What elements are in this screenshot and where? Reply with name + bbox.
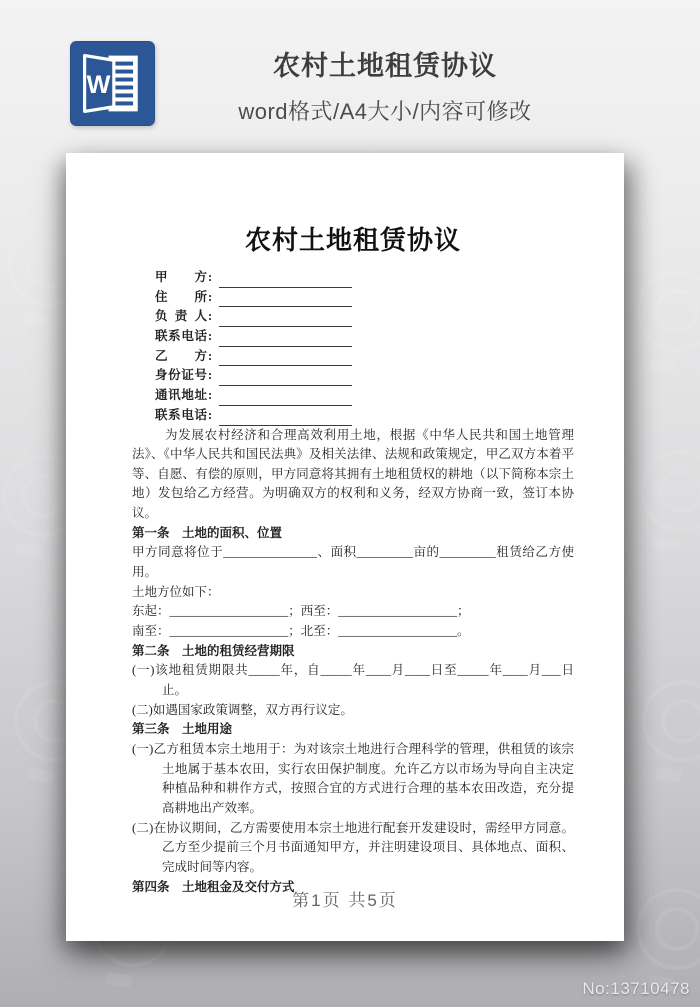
- paragraph: 土地方位如下：: [132, 584, 220, 599]
- document-content: [132, 153, 574, 941]
- section-heading: 第四条 土地租金及交付方式: [132, 879, 295, 894]
- field-colon: :: [208, 289, 213, 304]
- field-colon: :: [208, 348, 213, 363]
- intro-paragraph: 为发展农村经济和合理高效利用土地，根据《中华人民共和国土地管理法》、《中华人民共和国民法典》及相关法律、法规和政策规定，甲乙双方本着平等、自愿、有偿的原则，甲方同意将其拥有土地租赁权的耕地（以下简称本宗土地）发包给乙方经营。为明确双方的权利和义务，经双方协商一致，签订本协议。: [132, 427, 574, 521]
- field-row: [155, 327, 574, 347]
- watermark-swirl: [626, 436, 700, 547]
- watermark-swirl: [622, 874, 700, 985]
- paragraph: 东起：___________________；西至：___________________；: [132, 604, 470, 619]
- field-row: [155, 307, 574, 327]
- word-icon-letter: W: [86, 70, 111, 99]
- field-blank-underline: [219, 310, 352, 327]
- clause-item: (一)该地租赁期限共_____年，自_____年____月____日至_____年____月___日止。: [132, 663, 574, 698]
- clause-item: (二)如遇国家政策调整，双方再行议定。: [132, 702, 353, 717]
- field-label: 乙方: [155, 348, 207, 363]
- section-heading: 第一条 土地的面积、位置: [132, 525, 283, 540]
- stock-number: No:13710478: [582, 979, 690, 998]
- paragraph: 甲方同意将位于_______________、面积_________亩的_________租赁给乙方使用。: [132, 545, 574, 580]
- field-blank-underline: [219, 271, 352, 288]
- field-colon: :: [208, 329, 213, 344]
- field-row: [155, 366, 574, 386]
- document-page-preview[interactable]: [66, 153, 624, 941]
- clause-item: (二)在协议期间，乙方需要使用本宗土地进行配套开发建设时，需经甲方同意。乙方至少提前三个月书面通知甲方，并注明建设项目、具体地点、面积、完成时间等内容。: [132, 820, 574, 874]
- field-blank-underline: [219, 369, 352, 386]
- field-blank-underline: [219, 389, 352, 406]
- field-colon: :: [208, 309, 213, 324]
- field-colon: :: [208, 388, 213, 403]
- field-blank-underline: [219, 409, 352, 426]
- document-title: 农村土地租赁协议: [244, 226, 461, 255]
- field-label: 联系电话: [155, 407, 207, 422]
- field-colon: :: [208, 407, 213, 422]
- field-label: 负责人: [155, 309, 207, 324]
- field-row: [155, 386, 574, 406]
- field-row: [155, 288, 574, 308]
- section-heading: 第三条 土地用途: [132, 722, 233, 737]
- field-colon: :: [208, 269, 213, 284]
- template-subtitle: word格式/A4大小/内容可修改: [238, 99, 532, 124]
- preview-header: [0, 0, 700, 140]
- template-title: 农村土地租赁协议: [273, 51, 497, 81]
- field-label: 通讯地址: [155, 388, 207, 403]
- paragraph: 南至：___________________；北至：___________________。: [132, 624, 470, 639]
- watermark-swirl: [628, 666, 700, 777]
- watermark-swirl: [622, 256, 700, 367]
- page-indicator: 第1页 共5页: [292, 891, 398, 910]
- field-row: [155, 347, 574, 367]
- document-body: [132, 426, 574, 898]
- field-row: [155, 406, 574, 426]
- field-label: 住所: [155, 289, 207, 304]
- field-label: 联系电话: [155, 329, 207, 344]
- field-row: [155, 268, 574, 288]
- field-blank-underline: [219, 349, 352, 366]
- section-heading: 第二条 土地的租赁经营期限: [132, 643, 295, 658]
- field-colon: :: [208, 368, 213, 383]
- party-fields: [132, 268, 574, 426]
- field-label: 身份证号: [155, 368, 207, 383]
- field-blank-underline: [219, 290, 352, 307]
- header-text-block: [70, 44, 700, 126]
- clause-item: (一)乙方租赁本宗土地用于：为对该宗土地进行合理科学的管理，供租赁的该宗土地属于基本农田，实行农田保护制度。允许乙方以市场为导向自主决定种植品种和耕作方式，按照合宜的方式进行合理的基本农田改造，充分提高耕地出产效率。: [132, 742, 574, 815]
- field-label: 甲方: [155, 269, 207, 284]
- field-blank-underline: [219, 330, 352, 347]
